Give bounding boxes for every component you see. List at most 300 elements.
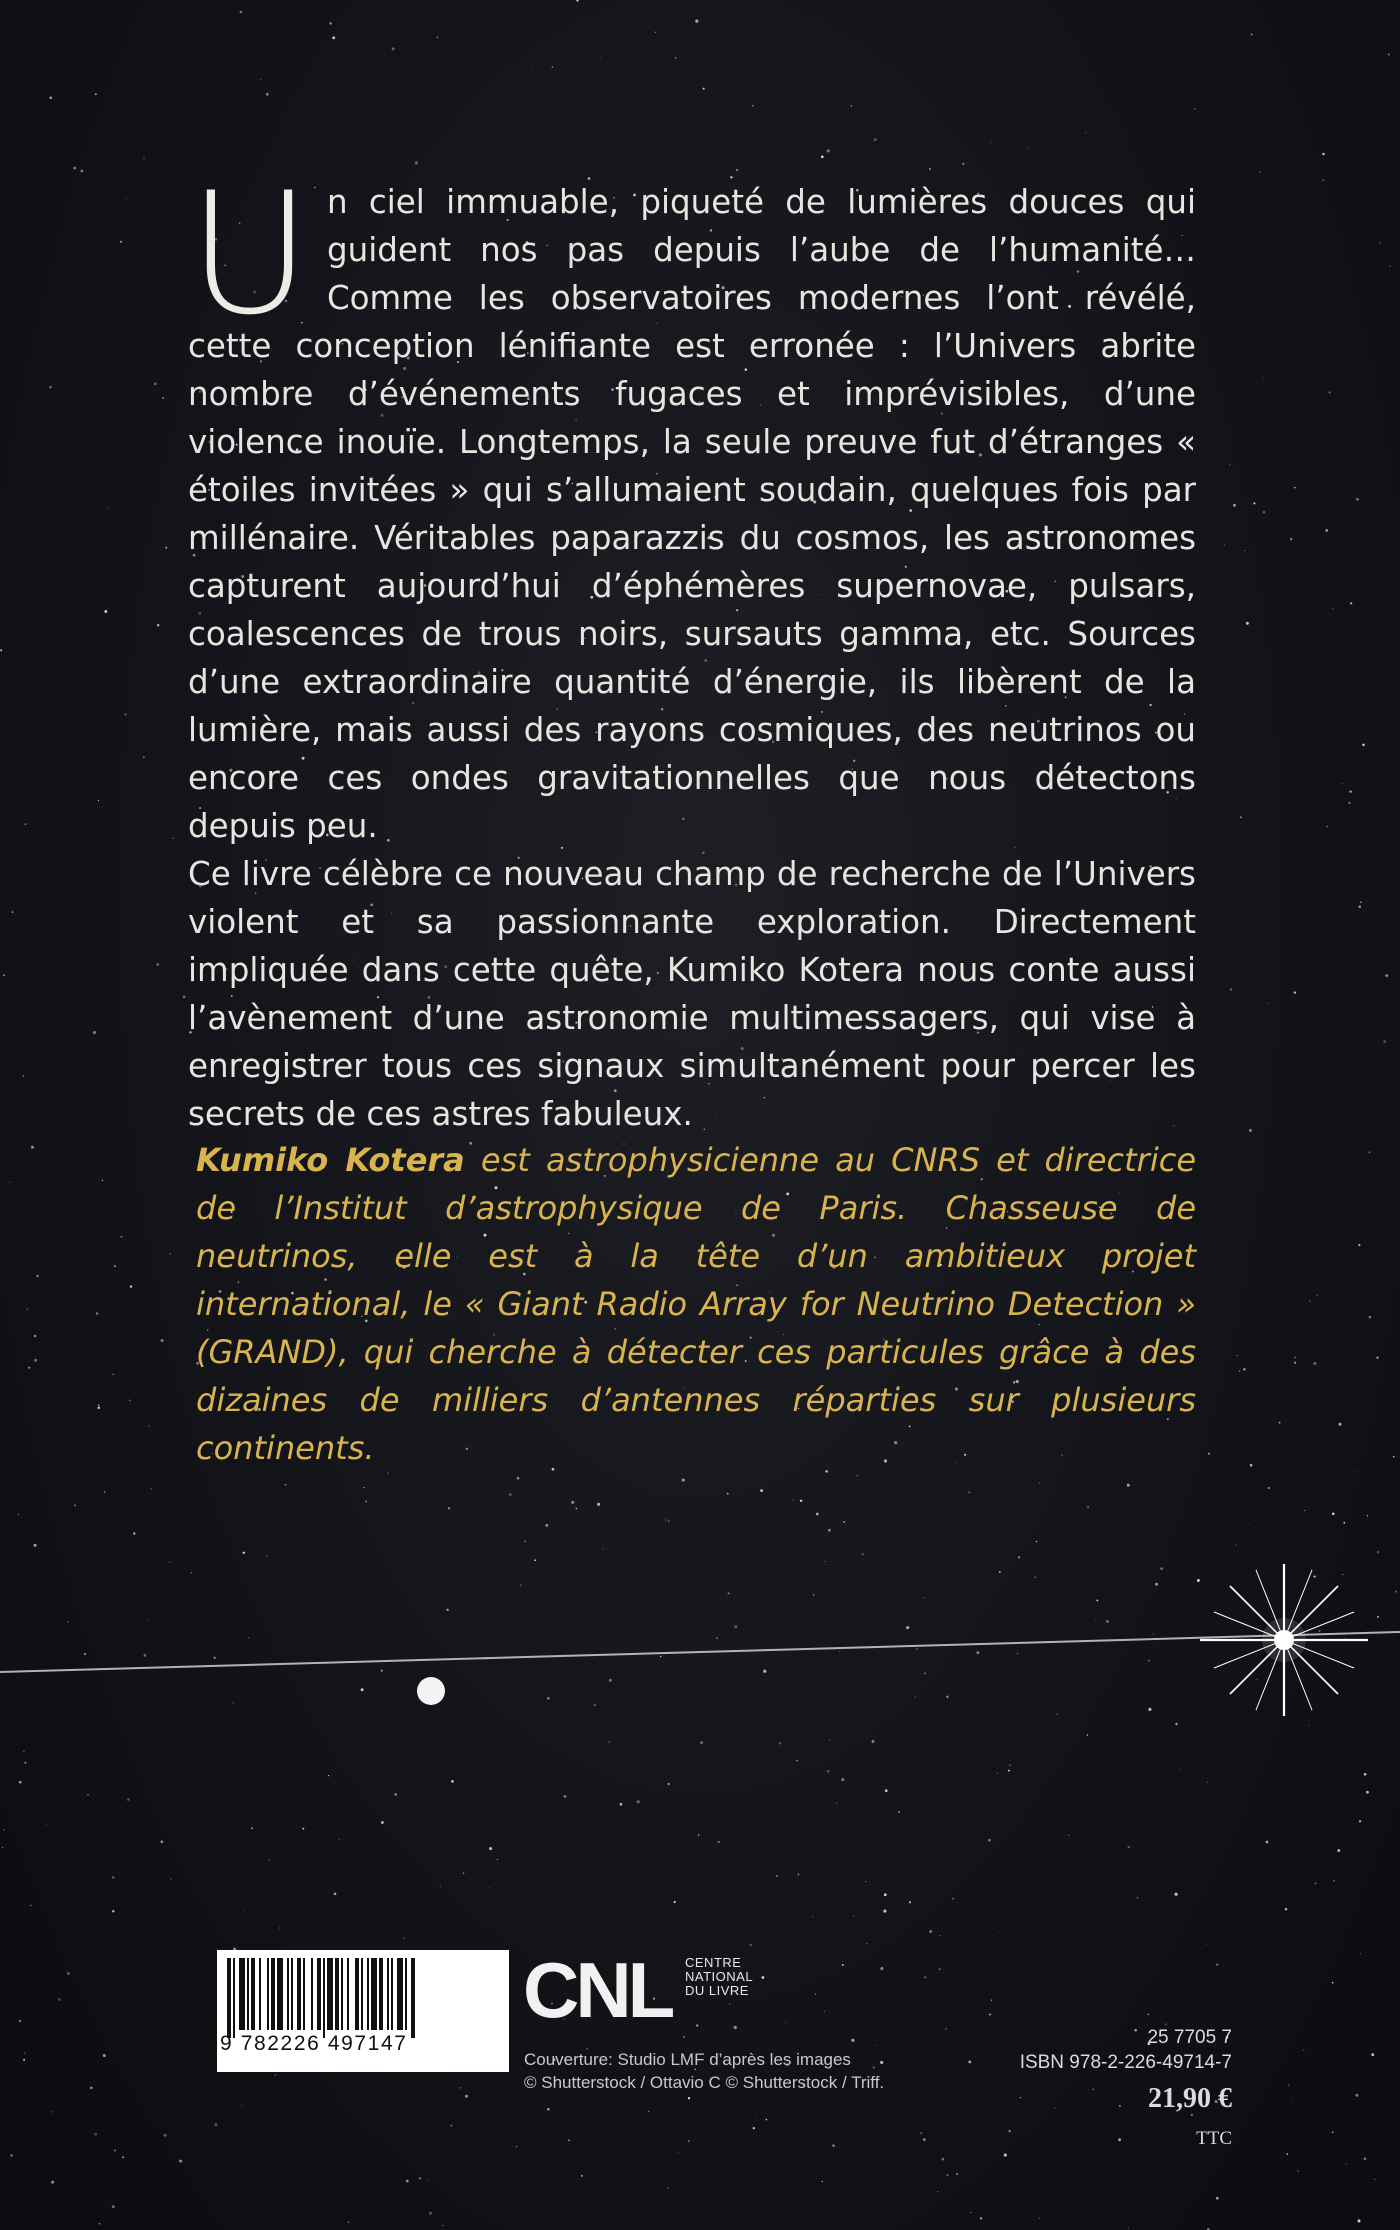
star xyxy=(534,1559,536,1561)
star xyxy=(1243,1368,1245,1370)
star xyxy=(80,169,83,172)
star xyxy=(112,1910,114,1912)
star xyxy=(547,1697,550,1700)
star xyxy=(1332,608,1333,609)
star xyxy=(1303,2050,1304,2051)
star xyxy=(1036,1541,1037,1542)
star xyxy=(667,2187,669,2189)
star xyxy=(143,756,145,758)
star xyxy=(1147,2013,1149,2015)
star xyxy=(1087,1734,1089,1736)
star xyxy=(183,996,186,999)
star xyxy=(668,1520,670,1522)
star xyxy=(875,2045,876,2046)
star xyxy=(547,2108,550,2111)
star xyxy=(1294,991,1296,993)
star xyxy=(1350,602,1352,604)
star xyxy=(851,2039,854,2042)
star xyxy=(1386,974,1389,977)
barcode-bar xyxy=(317,1958,321,2030)
star xyxy=(1249,1129,1252,1132)
star xyxy=(924,1672,926,1674)
barcode-bar xyxy=(311,1958,313,2030)
star xyxy=(841,1778,844,1781)
star xyxy=(939,1935,940,1936)
star xyxy=(406,2180,409,2183)
star xyxy=(179,2160,182,2163)
barcode-bar xyxy=(405,1958,407,2030)
star xyxy=(937,2191,938,2192)
star xyxy=(329,22,332,25)
barcode-bar xyxy=(291,1958,293,2030)
barcode-bar xyxy=(397,1958,403,2030)
star xyxy=(1216,1963,1219,1966)
star xyxy=(923,1597,924,1598)
barcode-bar xyxy=(361,1958,363,2030)
star xyxy=(575,1508,577,1510)
barcode-bar xyxy=(327,1958,333,2030)
star xyxy=(96,1312,99,1315)
star xyxy=(1393,1456,1395,1458)
star xyxy=(1339,1423,1342,1426)
barcode-number: 9 782226 497147 xyxy=(220,2032,408,2055)
star xyxy=(328,1775,329,1776)
star xyxy=(448,1507,450,1509)
star xyxy=(1294,487,1296,489)
star xyxy=(1233,504,1236,507)
star xyxy=(976,1651,979,1654)
star xyxy=(339,1839,340,1840)
star xyxy=(27,1308,29,1310)
star xyxy=(1388,53,1390,55)
star xyxy=(779,1742,781,1744)
star xyxy=(990,141,991,142)
star xyxy=(1348,802,1350,804)
star xyxy=(509,1493,512,1496)
star xyxy=(24,1762,26,1764)
star xyxy=(23,1075,25,1077)
star xyxy=(1096,1599,1098,1601)
star xyxy=(161,1841,164,1844)
price-block xyxy=(1020,2025,1232,2159)
star xyxy=(956,2173,958,2175)
star xyxy=(0,649,2,651)
star xyxy=(843,1521,845,1523)
star xyxy=(98,800,99,801)
price xyxy=(1020,2079,1232,2159)
star xyxy=(906,1626,909,1629)
star xyxy=(832,2144,835,2147)
credits-line-1: Couverture: Studio LMF d’après les images xyxy=(524,2050,851,2069)
star xyxy=(451,2125,453,2127)
star xyxy=(114,2149,116,2151)
barcode-bar xyxy=(247,1958,249,2030)
star xyxy=(716,1637,718,1639)
star xyxy=(112,2205,115,2208)
star xyxy=(10,2154,13,2157)
star xyxy=(1367,1515,1368,1516)
star xyxy=(1359,906,1361,908)
cover-credits xyxy=(524,2048,884,2094)
barcode-bar xyxy=(411,1958,415,2038)
star xyxy=(924,1976,926,1978)
star xyxy=(827,1770,830,1773)
star xyxy=(148,1425,149,1426)
star xyxy=(403,1937,405,1939)
star xyxy=(365,1501,367,1503)
product-code: 25 7705 7 xyxy=(1147,2027,1232,2048)
star xyxy=(31,1146,34,1149)
star xyxy=(243,1552,245,1554)
star xyxy=(1224,545,1225,546)
star xyxy=(170,1253,171,1254)
star xyxy=(156,963,159,966)
star xyxy=(191,1572,192,1573)
star xyxy=(797,1873,799,1875)
star xyxy=(874,138,877,141)
star xyxy=(1240,816,1242,818)
star xyxy=(98,1404,100,1406)
cnl-line-1: CENTRE xyxy=(685,1955,742,1970)
star xyxy=(74,1505,76,1507)
star xyxy=(1266,1841,1269,1844)
star xyxy=(1155,1583,1158,1586)
star xyxy=(162,397,164,399)
barcode-bar xyxy=(259,1958,261,2030)
star xyxy=(648,2111,649,2112)
barcode-bar xyxy=(367,1958,369,2030)
star xyxy=(1333,1880,1335,1882)
star xyxy=(1383,1040,1386,1043)
star xyxy=(842,1964,844,1966)
star xyxy=(1286,2153,1288,2155)
star xyxy=(851,105,852,106)
star xyxy=(130,1285,132,1287)
cnl-line-3: DU LIVRE xyxy=(685,1983,749,1998)
star xyxy=(1349,790,1351,792)
star xyxy=(939,1968,941,1970)
star xyxy=(233,1702,234,1703)
star xyxy=(240,11,242,13)
star xyxy=(609,1741,610,1742)
star xyxy=(1229,464,1231,466)
star xyxy=(49,386,52,389)
star xyxy=(18,1333,19,1334)
star xyxy=(1244,550,1245,551)
star xyxy=(347,2221,349,2223)
star xyxy=(95,93,97,95)
star xyxy=(998,1931,999,1932)
star xyxy=(824,2011,825,2012)
star xyxy=(1297,2170,1299,2172)
star xyxy=(112,1876,114,1878)
cnl-logo-subtitle xyxy=(685,1956,753,1998)
star xyxy=(923,2138,926,2141)
star xyxy=(942,2158,945,2161)
star xyxy=(1068,1835,1069,1836)
star xyxy=(915,1696,916,1697)
star xyxy=(532,68,533,69)
star xyxy=(752,105,754,107)
star xyxy=(1364,1773,1367,1776)
star xyxy=(428,2180,429,2181)
star xyxy=(1085,132,1086,133)
author-name: Kumiko Kotera xyxy=(196,1141,465,1179)
star xyxy=(1106,1620,1109,1623)
star xyxy=(415,161,418,164)
star xyxy=(945,2028,947,2030)
star xyxy=(84,1653,86,1655)
star xyxy=(251,1827,253,1829)
star xyxy=(1360,901,1362,903)
star xyxy=(816,1513,819,1516)
star xyxy=(1004,2154,1007,2157)
star xyxy=(760,1489,763,1492)
star xyxy=(703,88,705,90)
star xyxy=(883,1910,886,1913)
star xyxy=(1357,1470,1358,1471)
star xyxy=(1153,1634,1154,1635)
star xyxy=(23,2059,25,2061)
star xyxy=(1343,1522,1345,1524)
star xyxy=(260,79,261,80)
star xyxy=(1323,180,1324,181)
barcode-bar xyxy=(297,1958,301,2030)
star xyxy=(49,96,52,99)
barcode-bar xyxy=(287,1958,289,2030)
star xyxy=(93,1031,96,1034)
star xyxy=(1360,1953,1361,1954)
credits-line-2: © Shutterstock / Ottavio C © Shutterstock / Triff. xyxy=(524,2073,885,2092)
star xyxy=(1148,1660,1150,1662)
barcode-bar xyxy=(387,1958,389,2030)
star xyxy=(1292,2102,1293,2103)
star xyxy=(1355,2094,1358,2097)
star xyxy=(67,1972,70,1975)
star xyxy=(460,2087,461,2088)
star xyxy=(67,1621,69,1623)
star xyxy=(144,1654,147,1657)
barcode-bar xyxy=(347,1958,349,2030)
drop-cap: U xyxy=(188,156,311,352)
barcode-bars xyxy=(227,1958,499,2038)
star xyxy=(275,2075,277,2077)
star xyxy=(929,1930,932,1933)
star xyxy=(1376,1357,1378,1359)
star xyxy=(1208,1453,1210,1455)
star xyxy=(734,1625,737,1628)
star xyxy=(34,1359,37,1362)
star xyxy=(552,66,554,68)
star xyxy=(1337,1849,1340,1852)
star xyxy=(114,1265,116,1267)
star xyxy=(727,1493,729,1495)
star xyxy=(796,1760,798,1762)
star xyxy=(594,1704,596,1706)
star xyxy=(571,1501,574,1504)
star xyxy=(1235,1545,1236,1546)
star xyxy=(1342,1574,1344,1576)
barcode-bar xyxy=(379,1958,383,2030)
star xyxy=(728,1592,730,1594)
star xyxy=(387,1472,388,1473)
star xyxy=(143,158,144,159)
star xyxy=(1259,172,1260,173)
star xyxy=(1329,391,1331,393)
star xyxy=(688,2140,690,2142)
star xyxy=(87,1794,88,1795)
star xyxy=(2,1847,3,1848)
star xyxy=(1197,1579,1200,1582)
star xyxy=(24,2052,25,2053)
star xyxy=(862,1553,864,1555)
star xyxy=(785,2022,786,2023)
star xyxy=(1095,1620,1096,1621)
star xyxy=(1313,1362,1316,1365)
star xyxy=(1268,1487,1270,1489)
star xyxy=(489,1847,492,1850)
star xyxy=(51,2111,52,2112)
star xyxy=(112,1373,114,1375)
star xyxy=(880,1967,883,1970)
star xyxy=(381,1821,384,1824)
author-bio-text: est astrophysicienne au CNRS et directrice de l’Institut d’astrophysique de Paris. Chasseuse de neutrinos, elle est à la tête d’un ambitieux projet international, le « Giant Radio Array for Neutrino Detection » (GRAND), qui cherche à détecter ces particules grâce à des dizaines de milliers d’antennes réparties sur plusieurs continents. xyxy=(196,1141,1197,1467)
star xyxy=(244,1909,245,1910)
star xyxy=(1377,1616,1379,1618)
star xyxy=(952,1898,953,1899)
star xyxy=(999,1571,1001,1573)
star xyxy=(997,1772,999,1774)
star xyxy=(463,1873,464,1874)
blurb-paragraph-1 xyxy=(188,156,1196,850)
barcode-bar xyxy=(335,1958,339,2030)
star xyxy=(124,713,126,715)
star xyxy=(18,1514,19,1515)
star xyxy=(1325,529,1328,532)
star xyxy=(776,1875,778,1877)
star xyxy=(1250,1464,1253,1467)
star xyxy=(1332,1513,1335,1516)
star xyxy=(755,2118,756,2119)
star xyxy=(99,2223,101,2225)
star xyxy=(576,0,578,2)
star xyxy=(147,1619,148,1620)
star xyxy=(19,2020,21,2022)
star xyxy=(717,1841,720,1844)
star xyxy=(437,36,439,38)
star xyxy=(1279,1422,1281,1424)
star xyxy=(839,1651,840,1652)
star xyxy=(920,2132,922,2134)
star xyxy=(103,2054,106,2057)
barcode-bar xyxy=(267,1958,269,2030)
star xyxy=(700,1741,703,1744)
star xyxy=(104,1491,105,1492)
star xyxy=(332,36,335,39)
star xyxy=(821,155,824,158)
star xyxy=(1128,1846,1130,1848)
star xyxy=(1180,1769,1181,1770)
star xyxy=(1285,1908,1288,1911)
star xyxy=(440,1886,441,1887)
star xyxy=(9,1181,11,1183)
star xyxy=(660,1656,661,1657)
star xyxy=(655,31,657,33)
star xyxy=(1087,1506,1089,1508)
star xyxy=(520,1584,522,1586)
price-suffix: TTC xyxy=(1196,2128,1232,2149)
star xyxy=(793,1500,794,1501)
star xyxy=(800,1500,802,1502)
star xyxy=(173,838,174,839)
star xyxy=(1366,1791,1369,1794)
star xyxy=(836,1803,837,1804)
barcode-bar xyxy=(391,1958,393,2030)
star xyxy=(813,1916,814,1917)
star xyxy=(620,1803,623,1806)
barcode-bar xyxy=(251,1958,255,2030)
star xyxy=(151,1488,152,1489)
star xyxy=(1175,1893,1178,1896)
star xyxy=(442,2225,443,2226)
star xyxy=(991,2000,992,2001)
star xyxy=(827,149,830,152)
star xyxy=(58,1998,61,2001)
star xyxy=(1124,1757,1125,1758)
star xyxy=(678,2152,679,2153)
star xyxy=(1253,502,1255,504)
star xyxy=(94,2133,97,2136)
star xyxy=(1206,1944,1207,1945)
star xyxy=(1332,1982,1334,1984)
star xyxy=(1358,1244,1360,1246)
star xyxy=(829,1740,830,1741)
star xyxy=(419,2177,421,2179)
star xyxy=(885,1789,888,1792)
barcode-bar xyxy=(341,1958,343,2030)
star xyxy=(1395,1591,1397,1593)
star xyxy=(3,974,5,976)
star xyxy=(489,1887,490,1888)
star xyxy=(1338,605,1339,606)
barcode-bar xyxy=(355,1958,359,2030)
star xyxy=(127,1798,130,1801)
star xyxy=(34,1335,36,1337)
cnl-line-2: NATIONAL xyxy=(685,1969,754,1984)
barcode-bar xyxy=(371,1958,377,2030)
star xyxy=(381,1670,383,1672)
star xyxy=(1318,1630,1320,1632)
star xyxy=(602,1548,603,1549)
star xyxy=(465,2095,468,2098)
star xyxy=(516,2146,518,2148)
star xyxy=(1317,1295,1318,1296)
star xyxy=(1137,1897,1139,1899)
star xyxy=(688,2097,690,2099)
star xyxy=(600,58,601,59)
star xyxy=(1056,1713,1058,1715)
star xyxy=(1304,1510,1305,1511)
star xyxy=(564,1795,567,1798)
star xyxy=(1380,242,1382,244)
star xyxy=(1322,153,1325,156)
star xyxy=(214,1657,216,1659)
star xyxy=(266,1555,268,1557)
star xyxy=(524,1540,526,1542)
star xyxy=(164,2134,167,2137)
star xyxy=(1128,2228,1129,2229)
back-cover-blurb xyxy=(188,156,1196,1138)
